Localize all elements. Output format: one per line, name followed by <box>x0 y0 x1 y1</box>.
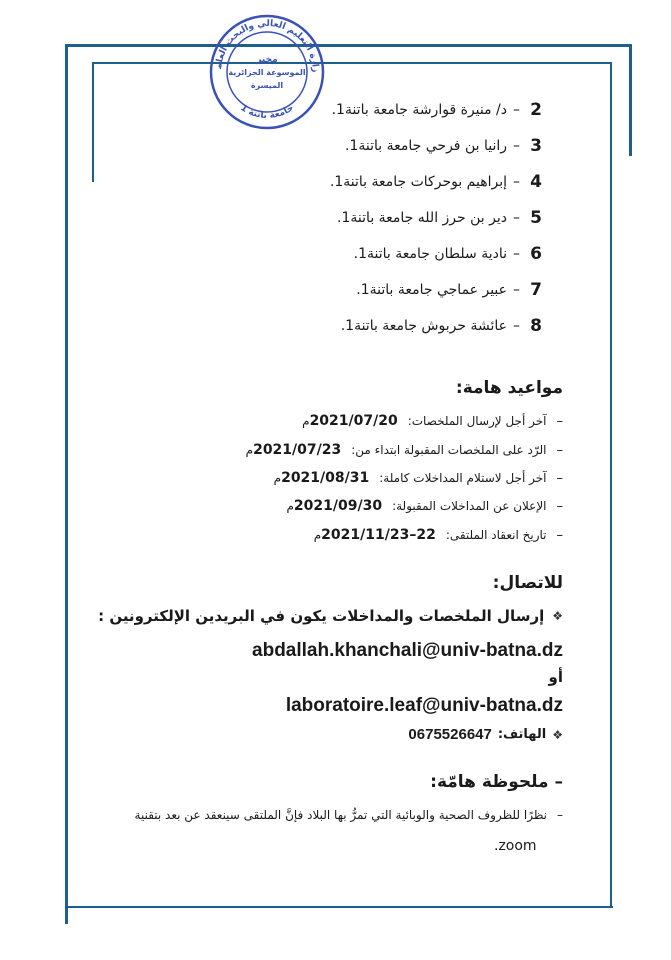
date-row-suffix: م <box>245 443 254 457</box>
date-row-label: آخر أجل لإرسال الملخصات: <box>407 414 547 428</box>
list-item-name: د/ منيرة قوارشة جامعة باتنة1. <box>331 102 507 118</box>
date-row <box>302 413 563 429</box>
list-item-name: عائشة حربوش جامعة باتنة1. <box>340 318 507 334</box>
note-text: نظرًا للظروف الصحية والوبائية التي تمرُّ بها البلاد فإنَّ الملتقى سينعقد عن بعد بتقنية <box>134 808 547 822</box>
official-stamp <box>207 12 327 132</box>
diamond-bullet-icon: ❖ <box>552 609 563 623</box>
list-item <box>354 240 546 268</box>
date-row <box>314 527 563 543</box>
date-row-label: الإعلان عن المداخلات المقبولة: <box>392 499 547 513</box>
date-row-dash: – <box>556 528 563 543</box>
stamp-bottom-text: جامعة باتنة 1 <box>238 103 296 122</box>
frame-line-outer-top <box>65 44 632 47</box>
date-row-value: 2021/09/30 <box>293 498 383 514</box>
list-item-number: 7 <box>530 280 542 300</box>
diamond-bullet-icon: ❖ <box>552 727 563 742</box>
list-item <box>356 276 546 304</box>
frame-line-bottom <box>65 906 613 908</box>
list-item <box>345 132 546 160</box>
list-item-dash: – <box>513 282 520 298</box>
list-item <box>332 96 546 124</box>
list-item-dash: – <box>513 138 520 154</box>
list-item-name: دير بن حرز الله جامعة باتنة1. <box>337 210 507 226</box>
note-dash: – <box>557 808 563 822</box>
date-row-suffix: م <box>302 414 310 428</box>
date-row-label: الرّد على الملخصات المقبولة ابتداء من: <box>351 443 547 457</box>
list-item-number: 3 <box>530 136 542 156</box>
date-row <box>274 470 563 486</box>
date-row-label: آخر أجل لاستلام المداخلات كاملة: <box>379 471 547 485</box>
email-link-2[interactable]: laboratoire.leaf@univ-batna.dz <box>285 695 563 716</box>
list-item-dash: – <box>513 174 520 190</box>
list-item-name: رانيا بن فرحي جامعة باتنة1. <box>345 138 507 154</box>
date-row-dash: – <box>556 471 563 486</box>
date-row-value: 22–2021/11/23 <box>321 527 436 543</box>
note-row <box>135 808 563 822</box>
list-item <box>341 312 546 340</box>
date-row-dash: – <box>556 414 563 429</box>
stamp-line-1: مخبر <box>256 55 278 65</box>
list-item-name: إبراهيم بوحركات جامعة باتنة1. <box>329 174 507 190</box>
frame-line-outer-right <box>629 44 632 156</box>
list-item-dash: – <box>513 246 520 262</box>
contact-send-text-row <box>98 607 563 625</box>
date-row <box>286 498 563 514</box>
phone-number[interactable]: 0675526647 <box>408 726 492 743</box>
list-item-number: 2 <box>530 100 542 120</box>
list-item <box>337 204 546 232</box>
date-row <box>246 442 563 458</box>
contact-send-text: إرسال الملخصات والمداخلات يكون في البريدين الإلكترونين : <box>98 607 545 625</box>
frame-line-inner-top <box>92 62 612 64</box>
list-item-dash: – <box>513 102 520 118</box>
date-row-value: 2021/07/23 <box>253 442 342 458</box>
list-item-number: 5 <box>530 208 542 228</box>
list-item-number: 8 <box>530 316 542 336</box>
list-item-dash: – <box>513 318 520 334</box>
stamp-line-3: الميسرة <box>250 81 284 90</box>
date-row-dash: – <box>556 499 563 514</box>
list-item-name: نادية سلطان جامعة باتنة1. <box>353 246 507 262</box>
list-item-number: 4 <box>530 172 542 192</box>
stamp-outer-text: زارة التعليم العالي والبحث العلم <box>214 18 321 73</box>
phone-label: الهاتف: <box>497 727 547 742</box>
email-link-1[interactable]: abdallah.khanchali@univ-batna.dz <box>252 640 563 661</box>
frame-line-inner-left <box>92 62 94 182</box>
or-text: أو <box>548 668 563 686</box>
date-row-suffix: م <box>286 499 294 513</box>
stamp-line-2: الموسوعة الجزائرية <box>228 68 306 77</box>
contact-heading: للاتصال: <box>492 573 563 593</box>
date-row-value: 2021/07/20 <box>309 413 398 429</box>
note-tail: .zoom <box>494 838 537 854</box>
list-item-name: عبير عماجي جامعة باتنة1. <box>356 282 507 298</box>
list-item-number: 6 <box>530 244 542 264</box>
note-heading: – ملحوظة هامّة: <box>430 772 563 792</box>
date-row-suffix: م <box>313 528 322 542</box>
frame-line-outer-left <box>65 44 68 924</box>
list-item-dash: – <box>513 210 520 226</box>
frame-line-inner-right <box>610 62 612 907</box>
list-item <box>330 168 546 196</box>
dates-heading: مواعيد هامة: <box>455 378 563 398</box>
phone-row <box>408 726 563 743</box>
date-row-suffix: م <box>273 471 282 485</box>
date-row-dash: – <box>556 443 563 458</box>
date-row-value: 2021/08/31 <box>281 470 370 486</box>
date-row-label: تاريخ انعقاد الملتقى: <box>445 528 547 542</box>
svg-text:جامعة باتنة 1 <box>238 103 295 121</box>
